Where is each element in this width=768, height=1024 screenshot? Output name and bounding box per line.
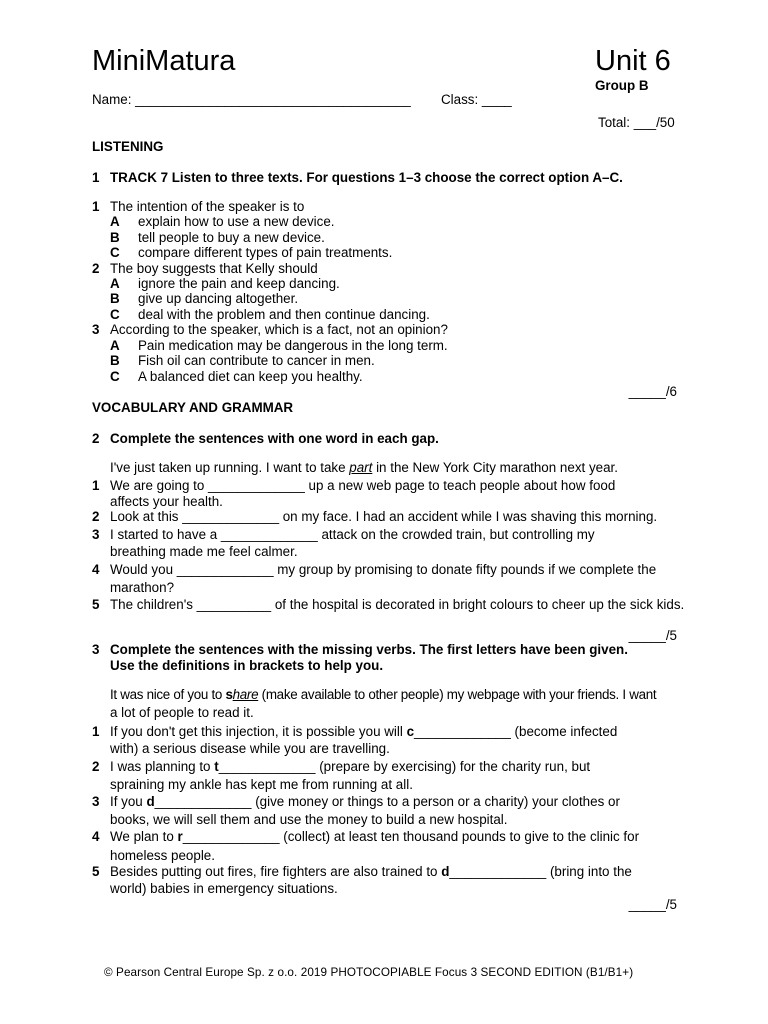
question-stem: The boy suggests that Kelly should xyxy=(110,261,318,276)
task-2-example: I've just taken up running. I want to take part in the New York City marathon next year. xyxy=(110,460,618,475)
option-letter: A xyxy=(110,214,120,229)
task-instruction: Complete the sentences with one word in each gap. xyxy=(110,431,439,446)
option-letter: B xyxy=(110,230,120,245)
option-letter: A xyxy=(110,276,120,291)
name-field: Name: _____________________________________ xyxy=(92,92,411,107)
question-stem: The intention of the speaker is to xyxy=(110,199,305,214)
option-text: tell people to buy a new device. xyxy=(138,230,325,245)
question-number: 3 xyxy=(92,322,100,337)
class-field: Class: ____ xyxy=(441,92,512,107)
option-text: A balanced diet can keep you healthy. xyxy=(138,369,363,384)
task-instruction: TRACK 7 Listen to three texts. For questions 1–3 choose the correct option A–C. xyxy=(110,170,623,185)
option-text: Fish oil can contribute to cancer in men. xyxy=(138,353,375,368)
task-3-score: _____/5 xyxy=(628,897,677,912)
option-text: compare different types of pain treatments. xyxy=(138,245,393,260)
option-letter: C xyxy=(110,307,120,322)
option-letter: B xyxy=(110,353,120,368)
task-2-score: _____/5 xyxy=(628,628,677,643)
question-number: 1 xyxy=(92,199,100,214)
total-score: Total: ___/50 xyxy=(598,115,675,130)
example-answer: hare xyxy=(232,687,259,702)
question-number: 2 xyxy=(92,261,100,276)
group-label: Group B xyxy=(595,78,649,93)
option-text: give up dancing altogether. xyxy=(138,291,299,306)
option-text: ignore the pain and keep dancing. xyxy=(138,276,340,291)
option-letter: B xyxy=(110,291,120,306)
section-heading-vocabulary: VOCABULARY AND GRAMMAR xyxy=(92,400,294,415)
option-letter: A xyxy=(110,338,120,353)
option-letter: C xyxy=(110,245,120,260)
option-text: deal with the problem and then continue dancing. xyxy=(138,307,430,322)
question-stem: According to the speaker, which is a fact, not an opinion? xyxy=(110,322,448,337)
task-number: 2 xyxy=(92,431,100,446)
option-text: Pain medication may be dangerous in the long term. xyxy=(138,338,448,353)
copyright-footer: © Pearson Central Europe Sp. z o.o. 2019 PHOTOCOPIABLE Focus 3 SECOND EDITION (B1/B1+) xyxy=(104,966,634,979)
section-heading-listening: LISTENING xyxy=(92,139,164,154)
example-answer: part xyxy=(349,460,373,475)
listening-score: _____/6 xyxy=(628,384,677,399)
unit-label: Unit 6 xyxy=(595,45,671,77)
option-text: explain how to use a new device. xyxy=(138,214,335,229)
worksheet-title: MiniMatura xyxy=(92,45,236,77)
option-letter: C xyxy=(110,369,120,384)
task-number: 1 xyxy=(92,170,100,185)
